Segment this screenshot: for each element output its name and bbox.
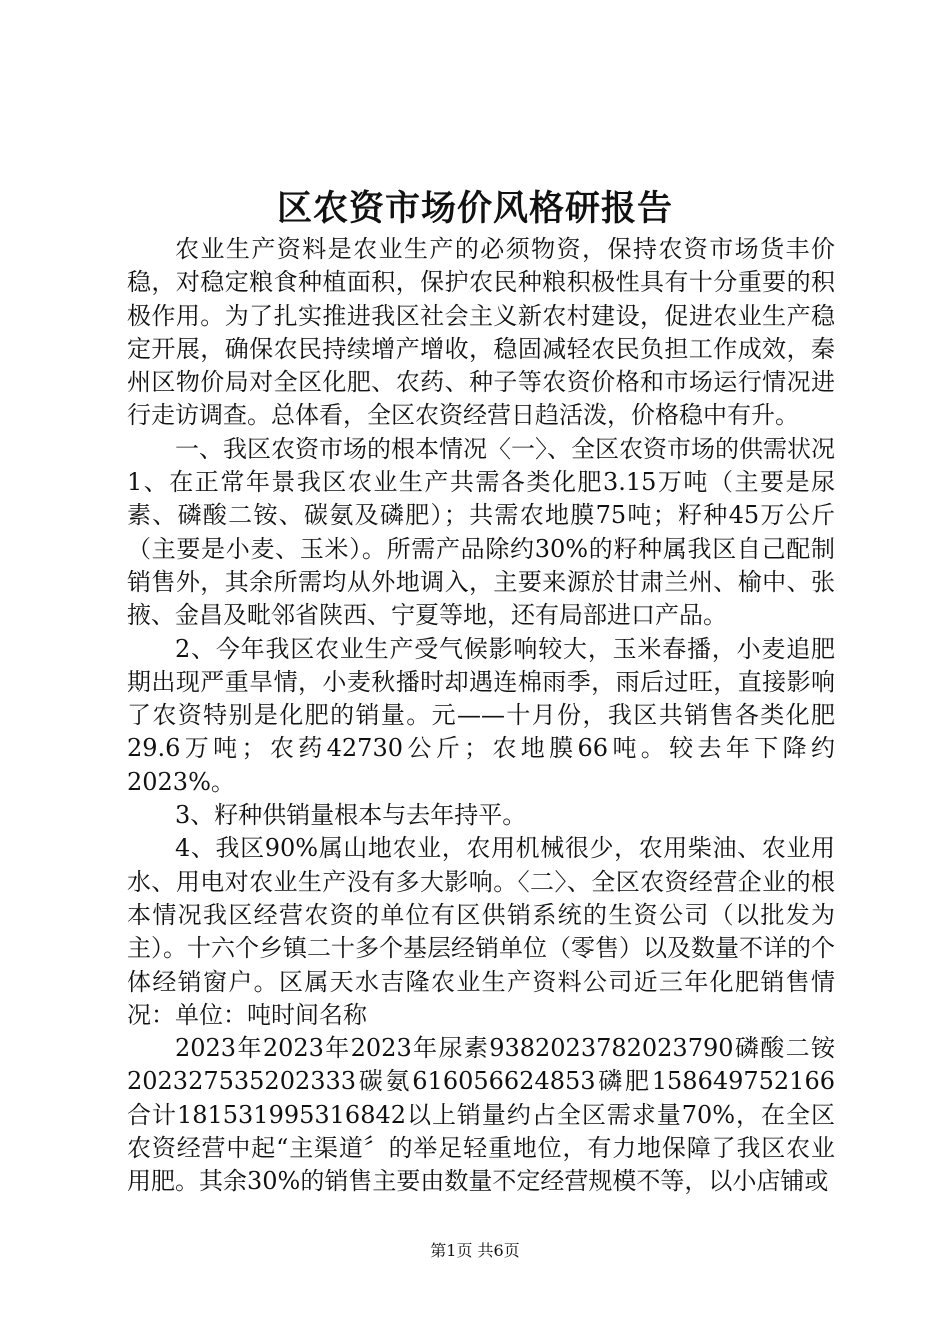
paragraph-intro: 农业生产资料是农业生产的必须物资，保持农资市场货丰价稳，对稳定粮食种植面积，保护农民种粮积极性具有十分重要的积极作用。为了扎实推进我区社会主义新农村建设，促进农业生产稳定开展，确保农民持续增产增收，稳固减轻农民负担工作成效，秦州区物价局对全区化肥、农药、种子等农资价格和市场运行情况进行走访调查。总体看，全区农资经营日趋活泼，价格稳中有升。 xyxy=(127,235,835,430)
paragraph-section-one: 一、我区农资市场的根本情况〈一〉、全区农资市场的供需状况1、在正常年景我区农业生产共需各类化肥3.15万吨（主要是尿素、磷酸二铵、碳氨及磷肥）；共需农地膜75吨；籽种45万公斤（主要是小麦、玉米）。所需产品除约30%的籽种属我区自己配制销售外，其余所需均从外地调入，主要来源於甘肃兰州、榆中、张掖、金昌及毗邻省陕西、宁夏等地，还有局部进口产品。 xyxy=(127,434,835,630)
document-title: 区农资市场价风格研报告 xyxy=(276,188,673,229)
paragraph-item-four: 4、我区90%属山地农业，农用机械很少，农用柴油、农业用水、用电对农业生产没有多大影响。〈二〉、全区农资经营企业的根本情况我区经营农资的单位有区供销系统的生资公司（以批发为主）。十六个乡镇二十多个基层经销单位（零售）以及数量不详的个体经销窗户。区属天水吉隆农业生产资料公司近三年化肥销售情况：单位：吨时间名称 xyxy=(127,834,835,1029)
paragraph-sales-table-text: 2023年2023年2023年尿素9382023782023790磷酸二铵202327535202333碳氨616056624853磷肥158649752166合计181531995316842以上销量约占全区需求量70%，在全区农资经营中起“主渠道〞的举足轻重地位，有力地保障了我区农业用肥。其余30%的销售主要由数量不定经营规模不等，以小店铺或 xyxy=(127,1034,835,1196)
document-body xyxy=(127,233,835,1199)
paragraph-item-three: 3、籽种供销量根本与去年持平。 xyxy=(175,801,527,830)
paragraph-item-two: 2、今年我区农业生产受气候影响较大，玉米春播，小麦追肥期出现严重旱情，小麦秋播时却遇连棉雨季，雨后过旺，直接影响了农资特别是化肥的销量。元——十月份，我区共销售各类化肥29.6万吨；农药42730公斤；农地膜66吨。较去年下降约2023%。 xyxy=(127,634,835,796)
page-footer: 第1页 共6页 xyxy=(430,1241,520,1260)
